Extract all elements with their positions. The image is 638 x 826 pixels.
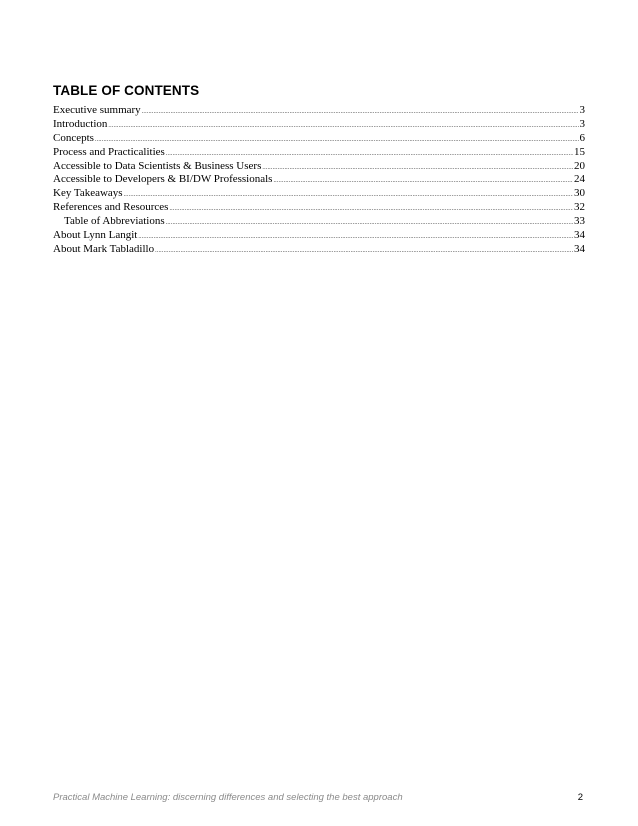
toc-entry[interactable] — [53, 243, 585, 257]
toc-entry[interactable] — [53, 173, 585, 187]
toc-dot-leader — [108, 118, 578, 132]
toc-entry[interactable] — [53, 146, 585, 160]
toc-entry-page: 3 — [579, 104, 585, 116]
toc-entry-title: Process and Practicalities — [53, 145, 165, 158]
footer-document-title: Practical Machine Learning: discerning differences and selecting the best approach — [53, 792, 403, 803]
toc-entry-title: Accessible to Developers & BI/DW Professionals — [53, 173, 273, 186]
toc-entry[interactable] — [53, 132, 585, 146]
toc-dot-leader — [138, 229, 573, 243]
toc-entry-page: 34 — [574, 229, 585, 242]
toc-entry-page: 30 — [574, 187, 585, 200]
toc-dot-leader — [142, 104, 579, 118]
toc-entry-page: 6 — [579, 131, 585, 144]
toc-dot-leader — [273, 173, 573, 187]
toc-entry-page: 32 — [574, 201, 585, 214]
toc-entry[interactable] — [53, 118, 585, 132]
toc-heading: TABLE OF CONTENTS — [53, 83, 200, 98]
toc-entry-page: 15 — [574, 145, 585, 158]
toc-dot-leader — [95, 132, 579, 146]
toc-entry-page: 20 — [574, 159, 585, 172]
toc-entry-title: References and Resources — [53, 201, 169, 214]
toc-entry[interactable] — [53, 104, 585, 118]
toc-entry-title: Executive summary — [53, 104, 141, 116]
footer-page-number: 2 — [577, 792, 583, 803]
toc-dot-leader — [169, 201, 573, 215]
toc-dot-leader — [166, 146, 573, 160]
toc-list — [53, 104, 585, 257]
toc-entry-page: 34 — [574, 242, 585, 255]
toc-entry[interactable] — [53, 229, 585, 243]
toc-entry-title: Accessible to Data Scientists & Business Users — [53, 159, 262, 172]
toc-entry-title: About Lynn Langit — [53, 229, 138, 242]
toc-entry[interactable] — [53, 201, 585, 215]
toc-dot-leader — [262, 160, 573, 174]
toc-dot-leader — [155, 243, 573, 257]
toc-entry-title: Key Takeaways — [53, 187, 123, 200]
toc-dot-leader — [124, 187, 573, 201]
toc-entry[interactable] — [53, 187, 585, 201]
toc-entry-page: 33 — [574, 215, 585, 228]
toc-entry-page: 24 — [574, 173, 585, 186]
toc-entry-title: About Mark Tabladillo — [53, 242, 155, 255]
toc-entry-title: Introduction — [53, 117, 108, 130]
toc-entry-title: Table of Abbreviations — [64, 215, 165, 228]
toc-entry-page: 3 — [579, 117, 585, 130]
toc-entry-title: Concepts — [53, 131, 94, 144]
toc-subentry[interactable] — [53, 215, 585, 229]
page-footer — [53, 792, 585, 803]
toc-entry[interactable] — [53, 160, 585, 174]
toc-dot-leader — [166, 215, 573, 229]
